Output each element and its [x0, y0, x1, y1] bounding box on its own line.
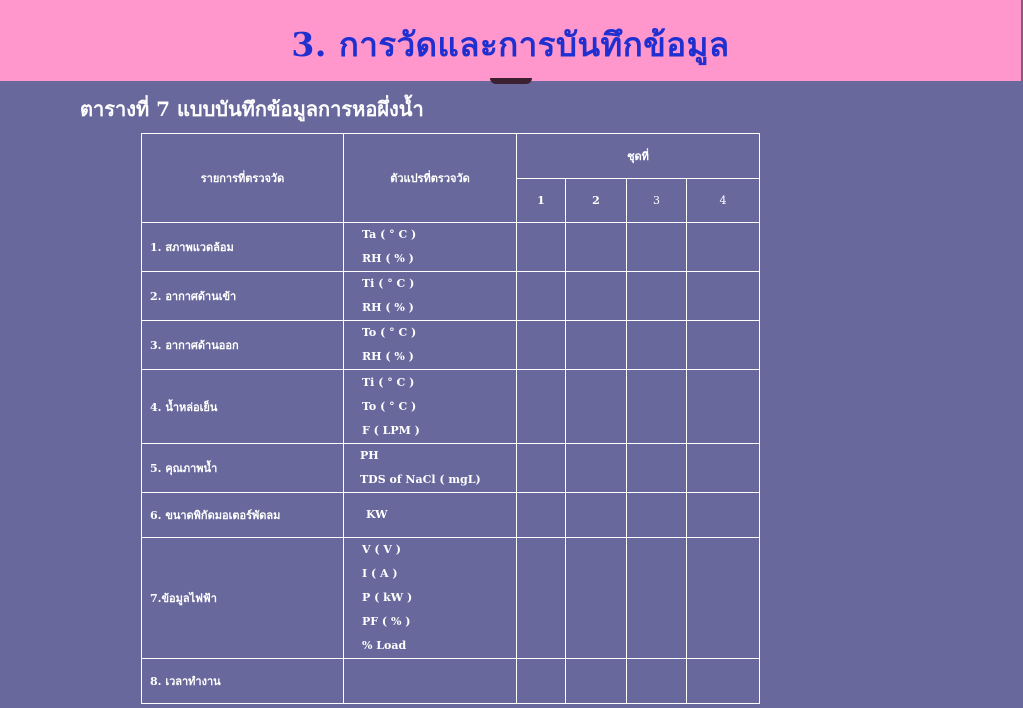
- set-number-2: 2: [566, 179, 627, 223]
- table-row: [142, 321, 760, 370]
- measured-item: 5. คุณภาพน้ำ: [142, 444, 344, 493]
- slide-title: 3. การวัดและการบันทึกข้อมูล: [291, 25, 730, 64]
- record-cell-set-4[interactable]: [687, 321, 760, 370]
- record-cell-set-3[interactable]: [627, 444, 687, 493]
- record-cell-set-2[interactable]: [566, 444, 627, 493]
- record-cell-set-1[interactable]: [517, 272, 566, 321]
- measured-variables: [344, 659, 517, 704]
- variable-label: Ti ( ° C ): [362, 277, 415, 290]
- record-cell-set-3[interactable]: [627, 223, 687, 272]
- record-cell-set-3[interactable]: [627, 659, 687, 704]
- measured-variables: [344, 223, 517, 272]
- table-row: [142, 493, 760, 538]
- record-cell-set-3[interactable]: [627, 370, 687, 444]
- table-row: [142, 538, 760, 659]
- measured-variables: [344, 444, 517, 493]
- header-measured-variable: ตัวแปรที่ตรวจวัด: [344, 134, 517, 223]
- record-cell-set-1[interactable]: [517, 538, 566, 659]
- record-cell-set-4[interactable]: [687, 444, 760, 493]
- measured-variables: [344, 538, 517, 659]
- measured-variables: [344, 321, 517, 370]
- variable-label: TDS of NaCl ( mgL): [360, 473, 481, 486]
- record-cell-set-4[interactable]: [687, 493, 760, 538]
- record-cell-set-4[interactable]: [687, 272, 760, 321]
- record-cell-set-3[interactable]: [627, 272, 687, 321]
- measurement-record-table: [141, 133, 760, 704]
- title-decoration: [490, 78, 532, 84]
- variable-label: Ta ( ° C ): [362, 228, 417, 241]
- record-cell-set-1[interactable]: [517, 370, 566, 444]
- table-caption: ตารางที่ 7 แบบบันทึกข้อมูลการหอผึ่งน้ำ: [80, 97, 424, 121]
- header-set-number: ชุดที่: [517, 134, 760, 179]
- measured-item: 7.ข้อมูลไฟฟ้า: [142, 538, 344, 659]
- record-cell-set-3[interactable]: [627, 538, 687, 659]
- variable-label: PH: [360, 449, 379, 462]
- variable-label: KW: [366, 508, 388, 521]
- record-cell-set-4[interactable]: [687, 538, 760, 659]
- set-number-4: 4: [687, 179, 760, 223]
- variable-label: F ( LPM ): [362, 423, 420, 437]
- measured-variables: [344, 493, 517, 538]
- record-cell-set-1[interactable]: [517, 223, 566, 272]
- record-cell-set-4[interactable]: [687, 223, 760, 272]
- table-row: [142, 370, 760, 444]
- measured-item: 2. อากาศด้านเข้า: [142, 272, 344, 321]
- record-cell-set-2[interactable]: [566, 370, 627, 444]
- variable-label: P ( kW ): [362, 591, 413, 604]
- record-cell-set-2[interactable]: [566, 538, 627, 659]
- variable-label: RH ( % ): [362, 252, 414, 265]
- header-measured-item: รายการที่ตรวจวัด: [142, 134, 344, 223]
- record-cell-set-2[interactable]: [566, 659, 627, 704]
- record-cell-set-2[interactable]: [566, 493, 627, 538]
- table-row: [142, 659, 760, 704]
- record-cell-set-1[interactable]: [517, 321, 566, 370]
- measured-variables: [344, 370, 517, 444]
- table-row: [142, 223, 760, 272]
- set-number-1: 1: [517, 179, 566, 223]
- record-cell-set-3[interactable]: [627, 321, 687, 370]
- record-cell-set-4[interactable]: [687, 370, 760, 444]
- measured-item: 3. อากาศด้านออก: [142, 321, 344, 370]
- measured-variables: [344, 272, 517, 321]
- record-cell-set-4[interactable]: [687, 659, 760, 704]
- record-cell-set-3[interactable]: [627, 493, 687, 538]
- record-cell-set-1[interactable]: [517, 444, 566, 493]
- variable-label: To ( ° C ): [362, 326, 417, 339]
- measured-item: 4. น้ำหล่อเย็น: [142, 370, 344, 444]
- variable-label: RH ( % ): [362, 350, 414, 363]
- variable-label: % Load: [362, 639, 407, 652]
- record-cell-set-1[interactable]: [517, 493, 566, 538]
- measured-item: 6. ขนาดพิกัดมอเตอร์พัดลม: [142, 493, 344, 538]
- table-row: [142, 444, 760, 493]
- measured-item: 1. สภาพแวดล้อม: [142, 223, 344, 272]
- table-row: [142, 272, 760, 321]
- variable-label: To ( ° C ): [362, 399, 417, 413]
- slide-title-bar: [0, 0, 1023, 81]
- measured-item: 8. เวลาทำงาน: [142, 659, 344, 704]
- variable-label: I ( A ): [362, 567, 398, 580]
- record-cell-set-1[interactable]: [517, 659, 566, 704]
- set-number-3: 3: [627, 179, 687, 223]
- variable-label: PF ( % ): [362, 615, 411, 628]
- variable-label: RH ( % ): [362, 301, 414, 314]
- record-cell-set-2[interactable]: [566, 223, 627, 272]
- record-cell-set-2[interactable]: [566, 272, 627, 321]
- variable-label: Ti ( ° C ): [362, 375, 415, 389]
- record-cell-set-2[interactable]: [566, 321, 627, 370]
- variable-label: V ( V ): [362, 543, 401, 556]
